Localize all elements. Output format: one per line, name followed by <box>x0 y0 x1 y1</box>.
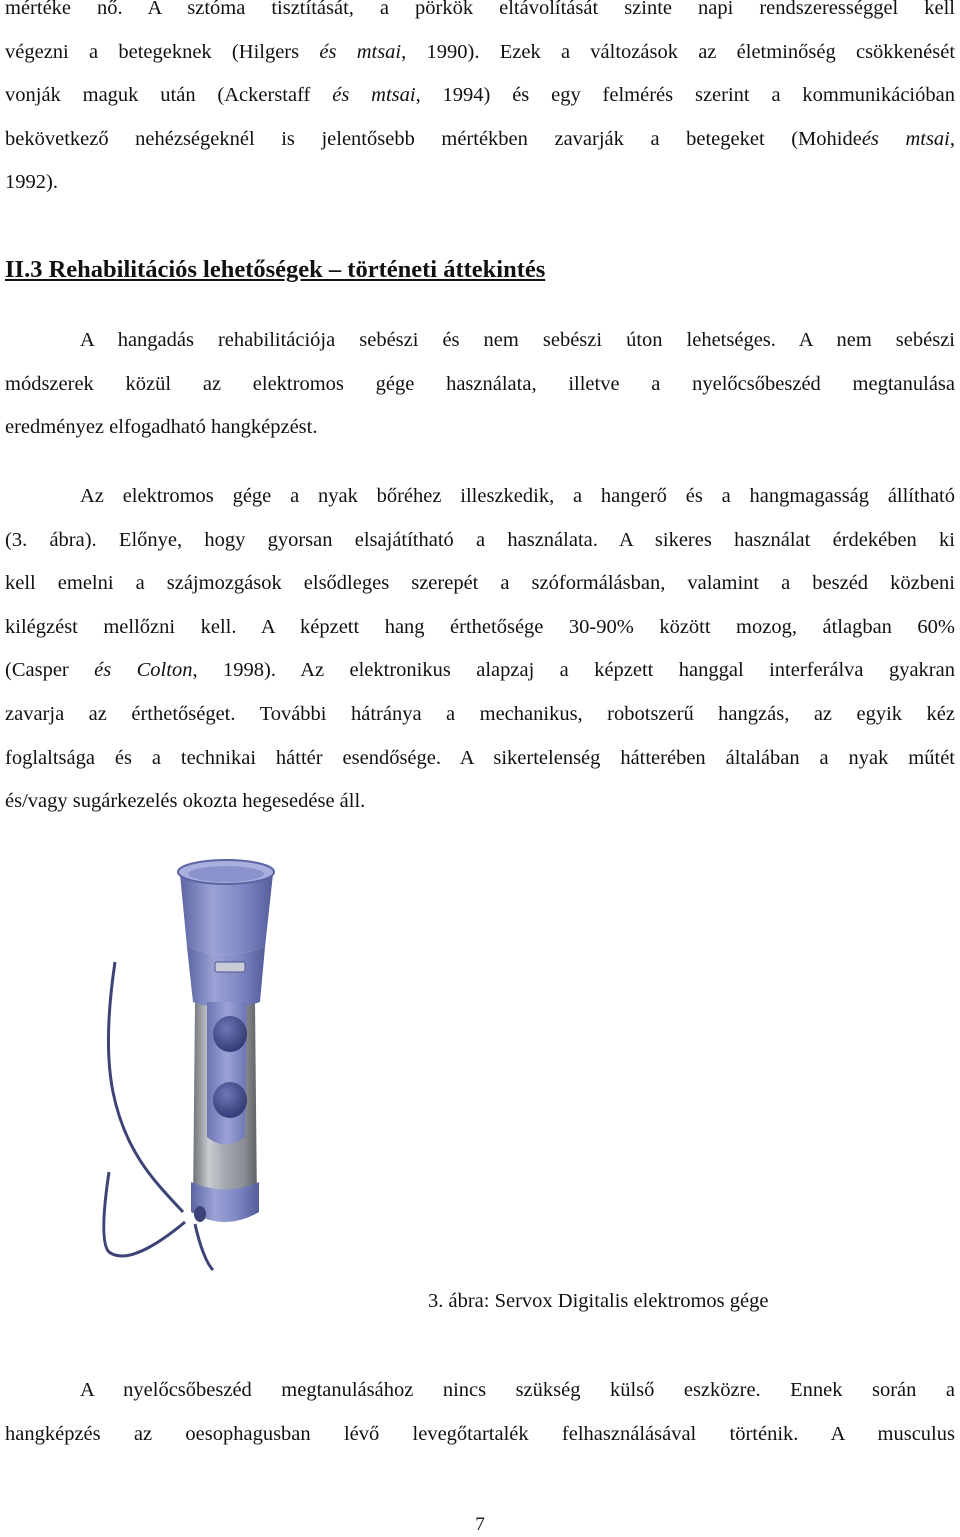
text-line: eredményez elfogadható hangképzést. <box>5 416 318 439</box>
text-line: hangképzés az oesophagusban lévő levegőtartalék felhasználásával történik. A musculus <box>5 1422 955 1445</box>
text-line: kilégzést mellőzni kell. A képzett hang érthetősége 30-90% között mozog, átlagban 60% <box>5 615 955 638</box>
text-line: Az elektromos gége a nyak bőréhez illeszkedik, a hangerő és a hangmagasság állítható <box>80 485 955 507</box>
text-line: módszerek közül az elektromos gége használata, illetve a nyelőcsőbeszéd megtanulása <box>5 372 955 395</box>
text-line: (3. ábra). Előnye, hogy gyorsan elsajátítható a használata. A sikeres használat érdekében ki <box>5 528 955 551</box>
text-line: végezni a betegeknek (Hilgers és mtsai, 1990). Ezek a változások az életminőség csökkenését <box>5 40 956 63</box>
text-line: mértéke nő. A sztóma tisztítását, a pörkök eltávolítását szinte napi rendszerességgel kell <box>5 0 955 19</box>
text-line: (Casper és Colton, 1998). Az elektronikus alapzaj a képzett hanggal interferálva gyakran <box>5 659 955 682</box>
paragraph-intro <box>5 0 955 205</box>
paragraph-electrolarynx <box>5 475 955 824</box>
text-line: A nyelőcsőbeszéd megtanulásához nincs szükség külső eszközre. Ennek során a <box>80 1379 955 1401</box>
electrolarynx-device-image <box>95 852 335 1272</box>
text-line: 1992). <box>5 171 58 194</box>
text-line: zavarja az érthetőséget. További hátránya a mechanikus, robotszerű hangzás, az egyik kéz <box>5 702 955 725</box>
text-line: foglaltsága és a technikai háttér esendősége. A sikertelenség hátterében általában a nyak műtét <box>5 746 955 769</box>
section-heading: II.3 Rehabilitációs lehetőségek – történeti áttekintés <box>5 256 546 283</box>
figure-caption: 3. ábra: Servox Digitalis elektromos gége <box>428 1290 769 1312</box>
paragraph-rehab <box>5 319 955 450</box>
electrolarynx-figure <box>95 852 335 1272</box>
text-line: bekövetkező nehézségeknél is jelentősebb mértékben zavarják a betegeket (Mohideés mtsai, <box>5 127 955 150</box>
text-line: és/vagy sugárkezelés okozta hegesedése áll. <box>5 790 366 813</box>
text-line: kell emelni a szájmozgások elsődleges szerepét a szóformálásban, valamint a beszéd közbeni <box>5 572 955 595</box>
page-number: 7 <box>475 1514 485 1535</box>
paragraph-esophageal <box>5 1369 955 1456</box>
text-line: A hangadás rehabilitációja sebészi és nem sebészi úton lehetséges. A nem sebészi <box>80 329 955 351</box>
text-line: vonják maguk után (Ackerstaff és mtsai, 1994) és egy felmérés szerint a kommunikációban <box>5 84 955 107</box>
